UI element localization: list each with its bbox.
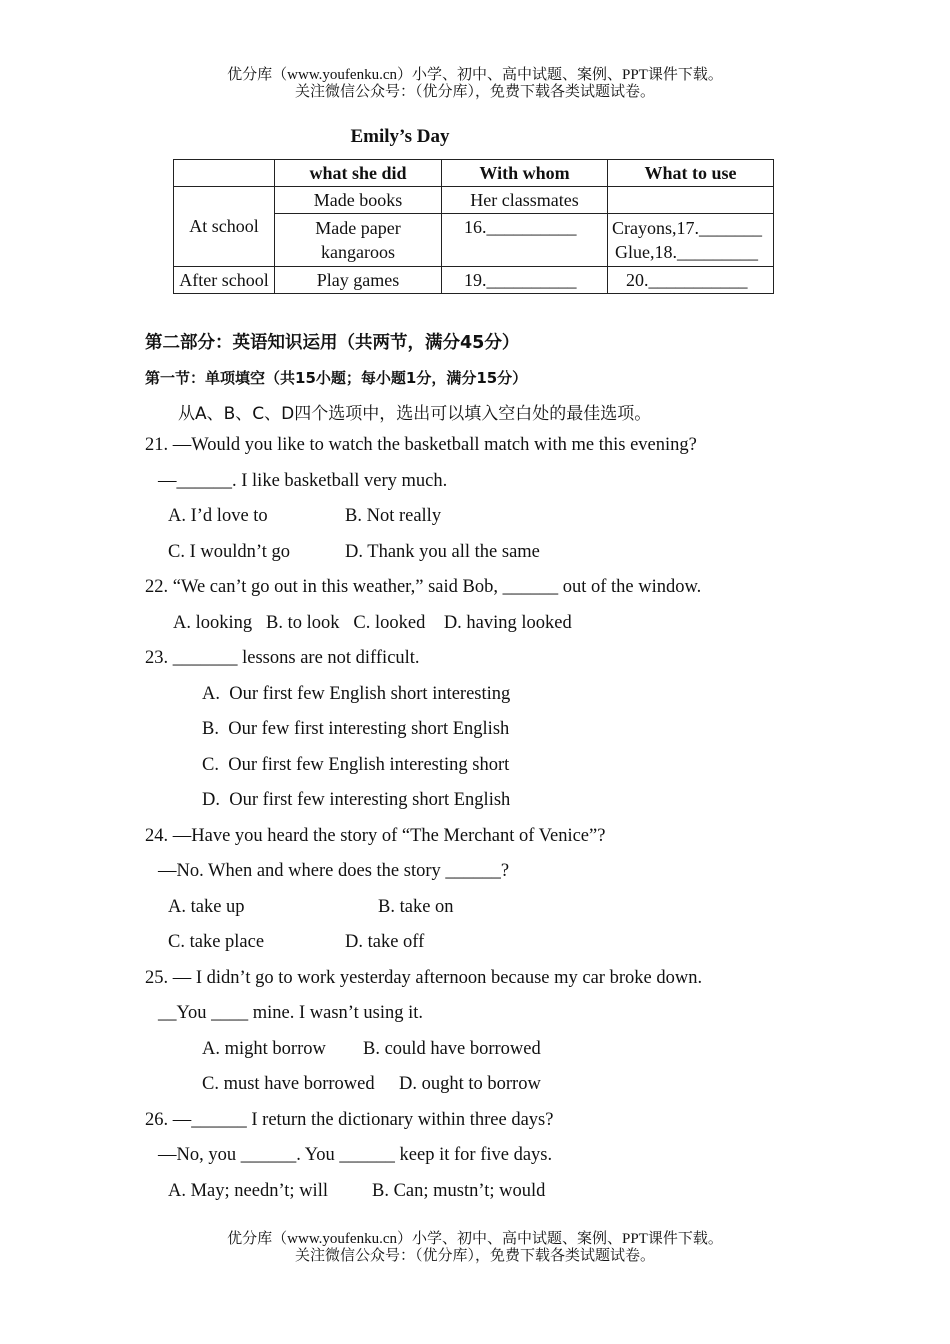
q25-option-a: A. might borrow [202,1039,326,1059]
blank-20: 20.___________ [608,267,774,294]
cell-did: Play games [275,267,442,294]
q25-option-b: B. could have borrowed [363,1039,541,1059]
page-footer [0,1231,950,1265]
q23-option-c: C. Our first few English interesting short [202,755,510,775]
instruction: 从A、B、C、D四个选项中，选出可以填入空白处的最佳选项。 [178,404,652,424]
footer-line-1: 优分库（www.youfenku.cn）小学、初中、高中试题、案例、PPT课件下载。 [227,1231,723,1247]
blank-17: Crayons,17._______ [612,218,762,238]
row-label-after-school: After school [174,267,275,294]
table-row [174,187,774,214]
q22-options: A. looking B. to look C. looked D. having looked [173,613,572,633]
q21-option-a: A. I’d love to [168,506,268,526]
q23-stem: 23. _______ lessons are not difficult. [145,648,420,668]
section1-title: 第一节：单项填空（共15小题；每小题1分，满分15分） [145,369,528,387]
q21-stem: 21. —Would you like to watch the basketball match with me this evening? [145,435,697,455]
q26-reply: —No, you ______. You ______ keep it for five days. [158,1145,553,1165]
q23-option-d: D. Our first few interesting short English [202,790,511,810]
header-line-2: 关注微信公众号：（优分库），免费下载各类试题试卷。 [294,84,655,100]
q26-stem: 26. —______ I return the dictionary within three days? [145,1110,554,1130]
q24-reply: —No. When and where does the story ______? [158,861,510,881]
table-header-use: What to use [608,160,774,187]
cell-did: Made books [275,187,442,214]
blank-18: Glue,18._________ [615,242,758,262]
header-line-1: 优分库（www.youfenku.cn）小学、初中、高中试题、案例、PPT课件下载。 [227,67,723,83]
q25-reply: __You ____ mine. I wasn’t using it. [158,1003,424,1023]
q24-option-b: B. take on [378,897,454,917]
part2-title: 第二部分：英语知识运用（共两节，满分45分） [145,333,520,353]
q25-stem: 25. — I didn’t go to work yesterday afternoon because my car broke down. [145,968,703,988]
cell-did-line-1: Made paper [315,218,401,238]
table-header-whom: With whom [442,160,608,187]
cell-use [608,214,774,267]
q25-option-c: C. must have borrowed [202,1074,375,1094]
q23-option-b: B. Our few first interesting short English [202,719,510,739]
q22-stem: 22. “We can’t go out in this weather,” said Bob, ______ out of the window. [145,577,702,597]
q26-option-a: A. May; needn’t; will [168,1181,328,1201]
cell-use [608,187,774,214]
table-header-empty [174,160,275,187]
blank-19: 19.__________ [442,267,608,294]
q21-option-d: D. Thank you all the same [345,542,540,562]
q21-option-b: B. Not really [345,506,442,526]
cell-did-line-2: kangaroos [321,242,395,262]
table-header-row [174,160,774,187]
table-row [174,267,774,294]
emily-day-table [173,159,774,294]
q23-option-a: A. Our first few English short interesting [202,684,511,704]
q21-reply: —______. I like basketball very much. [158,471,448,491]
q24-option-c: C. take place [168,932,265,952]
q21-option-c: C. I wouldn’t go [168,542,290,562]
table-header-did: what she did [275,160,442,187]
blank-16: 16.__________ [442,214,608,267]
q24-option-d: D. take off [345,932,425,952]
cell-whom: Her classmates [442,187,608,214]
table-title: Emily’s Day [350,126,450,147]
cell-did [275,214,442,267]
q24-stem: 24. —Have you heard the story of “The Merchant of Venice”? [145,826,606,846]
q26-option-b: B. Can; mustn’t; would [372,1181,546,1201]
q25-option-d: D. ought to borrow [399,1074,541,1094]
q24-option-a: A. take up [168,897,245,917]
footer-line-2: 关注微信公众号：（优分库），免费下载各类试题试卷。 [294,1248,655,1264]
page-header [0,67,950,101]
row-label-at-school: At school [174,187,275,267]
